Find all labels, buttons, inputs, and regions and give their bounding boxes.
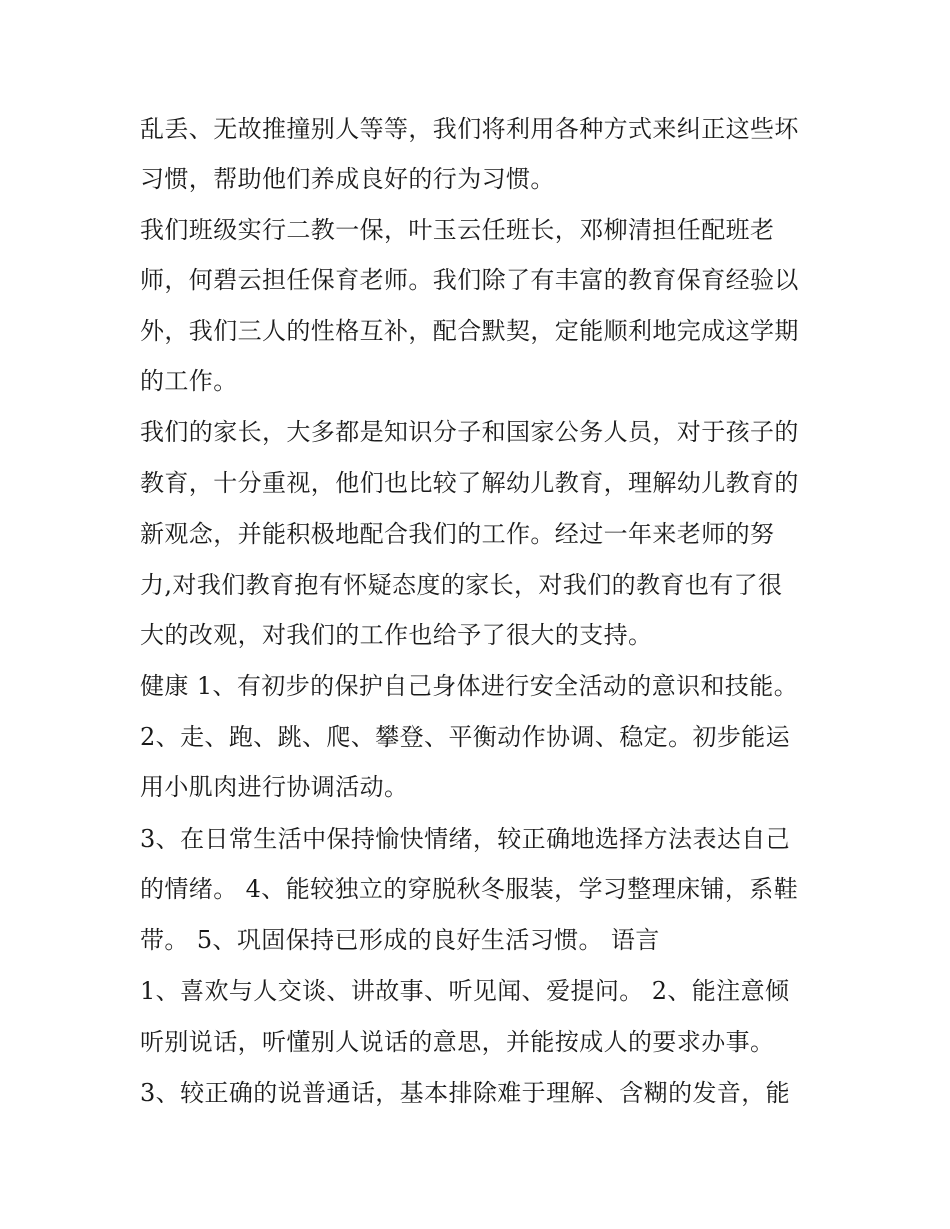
text-line: 习惯，帮助他们养成良好的行为习惯。 — [140, 165, 555, 193]
text-line: 外，我们三人的性格互补，配合默契，定能顺利地完成这学期 — [140, 317, 799, 345]
text-line: 力,对我们教育抱有怀疑态度的家长，对我们的教育也有了很 — [140, 571, 783, 599]
text-line: 我们班级实行二教一保，叶玉云任班长，邓柳清担任配班老 — [140, 216, 775, 244]
text-line: 1、喜欢与人交谈、讲故事、听见闻、爱提问。 2、能注意倾 — [140, 977, 790, 1005]
text-line: 师，何碧云担任保育老师。我们除了有丰富的教育保育经验以 — [140, 266, 799, 294]
text-line: 带。 5、巩固保持已形成的良好生活习惯。 语言 — [140, 926, 660, 954]
text-line: 我们的家长，大多都是知识分子和国家公务人员，对于孩子的 — [140, 418, 799, 446]
text-line: 乱丢、无故推撞别人等等，我们将利用各种方式来纠正这些坏 — [140, 115, 799, 143]
text-line: 3、较正确的说普通话，基本排除难于理解、含糊的发音，能 — [140, 1079, 791, 1107]
text-line: 2、走、跑、跳、爬、攀登、平衡动作协调、稳定。初步能运 — [140, 723, 791, 751]
text-line: 听别说话，听懂别人说话的意思，并能按成人的要求办事。 — [140, 1028, 775, 1056]
text-line: 新观念，并能积极地配合我们的工作。经过一年来老师的努 — [140, 520, 775, 548]
text-line: 健康 1、有初步的保护自己身体进行安全活动的意识和技能。 — [140, 672, 799, 700]
text-line: 用小肌肉进行协调活动。 — [140, 773, 409, 801]
text-line: 的工作。 — [140, 367, 238, 395]
text-line: 3、在日常生活中保持愉快情绪，较正确地选择方法表达自己 — [140, 825, 791, 853]
text-line: 的情绪。 4、能较独立的穿脱秋冬服装，学习整理床铺，系鞋 — [140, 875, 799, 903]
text-line: 教育，十分重视，他们也比较了解幼儿教育，理解幼儿教育的 — [140, 469, 799, 497]
text-line: 大的改观，对我们的工作也给予了很大的支持。 — [140, 621, 653, 649]
